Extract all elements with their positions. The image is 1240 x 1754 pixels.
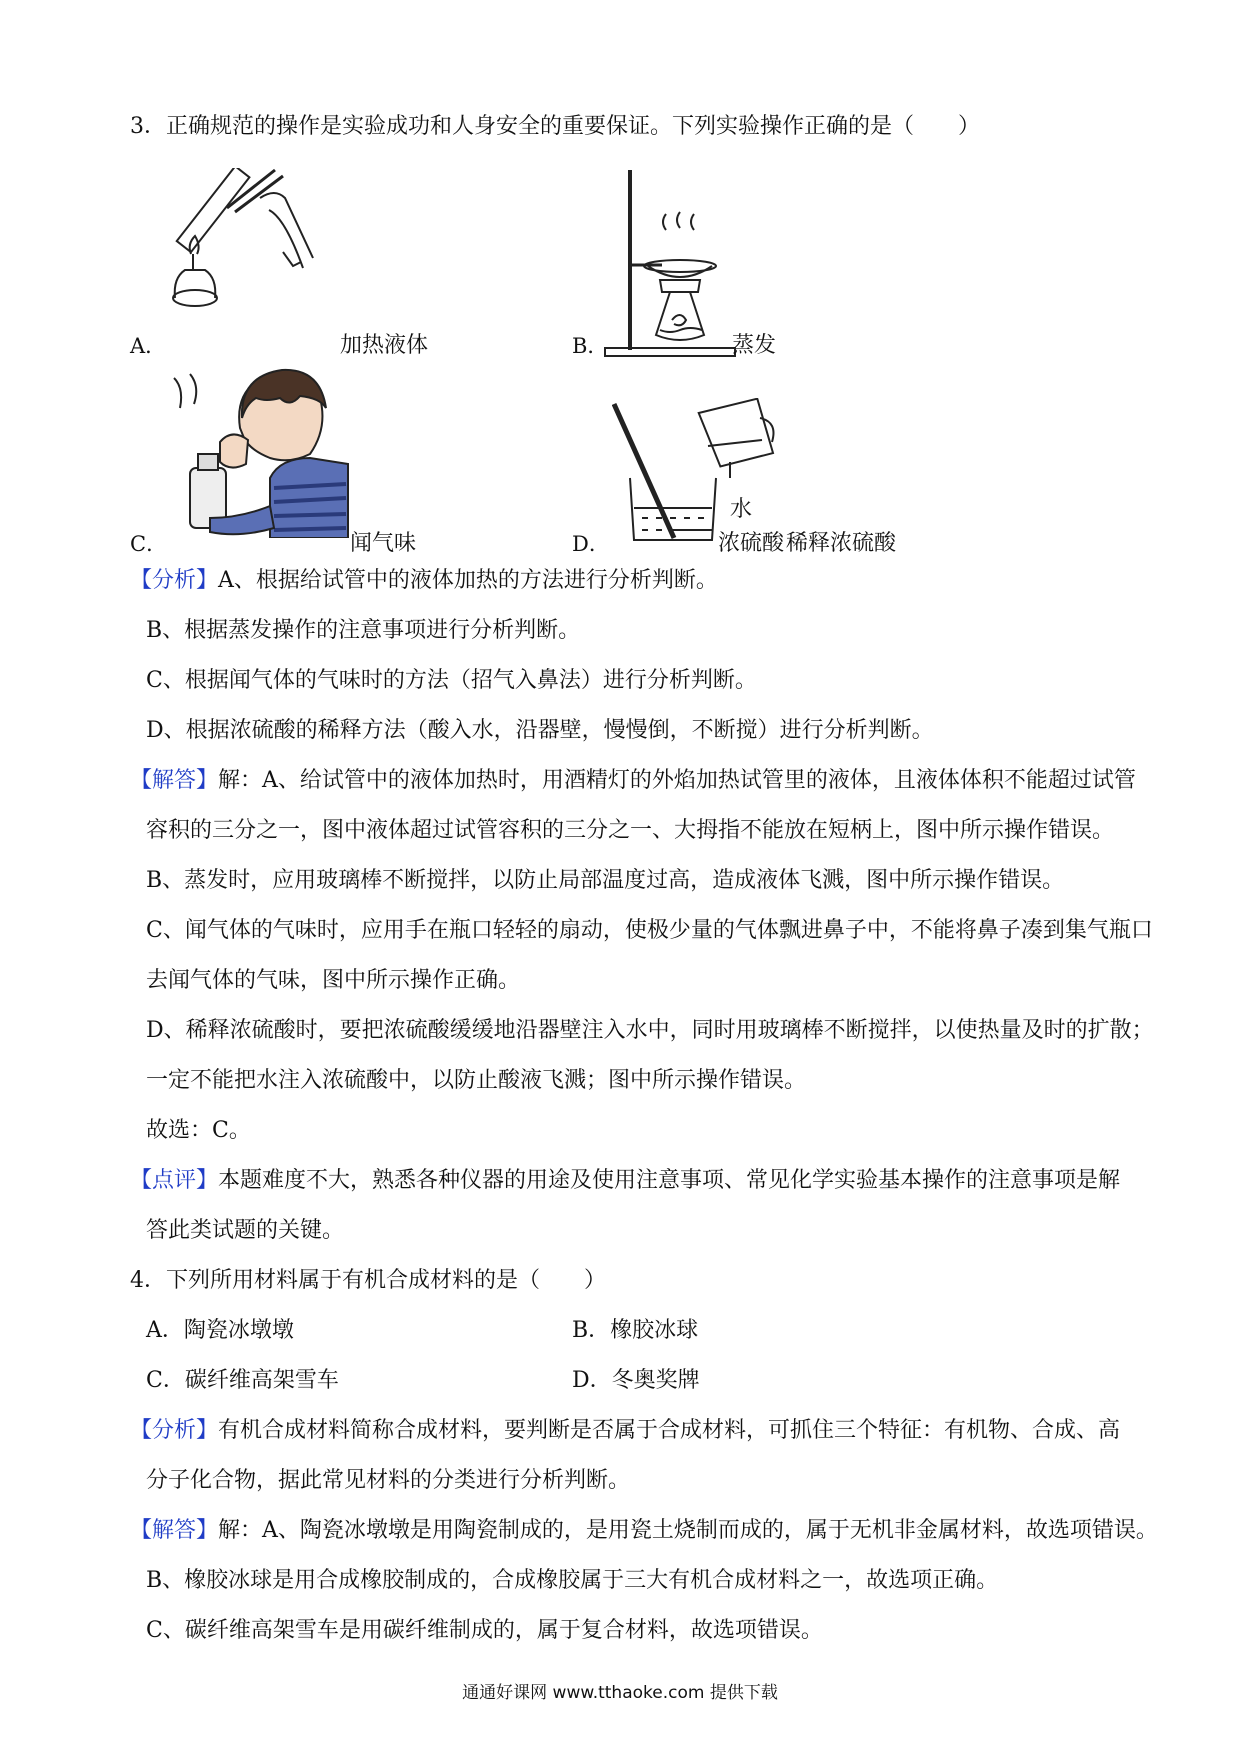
q4-option-b: B．橡胶冰球	[572, 1318, 699, 1343]
figure-d-water-label: 水	[730, 497, 753, 522]
q4-analysis-tag: 【分析】	[130, 1418, 219, 1443]
q3-comment-tag: 【点评】	[130, 1168, 219, 1193]
q3-answer-line: 去闻气体的气味，图中所示操作正确。	[146, 968, 521, 993]
page-footer: 通通好课网 www.tthaoke.com 提供下载	[462, 1683, 778, 1703]
q4-answer-tag: 【解答】	[130, 1518, 219, 1543]
figure-smelling	[170, 368, 350, 538]
option-d-letter: D．	[572, 532, 610, 556]
q4-answer-line: 【解答】解：A、陶瓷冰墩墩是用陶瓷制成的，是用瓷土烧制而成的，属于无机非金属材料，故选项错误。	[130, 1518, 1158, 1543]
q4-option-d: D．冬奥奖牌	[572, 1368, 700, 1393]
q3-answer-line: 故选：C。	[146, 1118, 251, 1143]
q3-answer-line: C、闻气体的气味时，应用手在瓶口轻轻的扇动，使极少量的气体飘进鼻子中，不能将鼻子凑到集气瓶口	[146, 918, 1153, 943]
q3-answer-line: 一定不能把水注入浓硫酸中，以防止酸液飞溅；图中所示操作错误。	[146, 1068, 807, 1093]
q3-answer-line: B、蒸发时，应用玻璃棒不断搅拌，以防止局部温度过高，造成液体飞溅，图中所示操作错误。	[146, 868, 1065, 893]
q3-analysis-line-d: D、根据浓硫酸的稀释方法（酸入水，沿器壁，慢慢倒，不断搅）进行分析判断。	[146, 718, 934, 743]
q4-stem: 4．下列所用材料属于有机合成材料的是（ ）	[130, 1268, 606, 1293]
q3-analysis-line-b: B、根据蒸发操作的注意事项进行分析判断。	[146, 618, 581, 643]
option-c-letter: C．	[130, 532, 168, 556]
q3-answer-line: 容积的三分之一，图中液体超过试管容积的三分之一、大拇指不能放在短柄上，图中所示操作错误。	[146, 818, 1115, 843]
option-b-caption: 蒸发	[732, 333, 777, 358]
q3-answer-line: D、稀释浓硫酸时，要把浓硫酸缓缓地沿器壁注入水中，同时用玻璃棒不断搅拌，以使热量及时的扩散；	[146, 1018, 1154, 1043]
option-a-caption: 加热液体	[340, 333, 429, 358]
q3-comment-line: 答此类试题的关键。	[146, 1218, 345, 1243]
q3-stem: 3．正确规范的操作是实验成功和人身安全的重要保证。下列实验操作正确的是（ ）	[130, 114, 980, 139]
option-c-caption: 闻气味	[350, 531, 417, 556]
q3-answer-line: 【解答】解：A、给试管中的液体加热时，用酒精灯的外焰加热试管里的液体，且液体体积不能超过试管	[130, 768, 1136, 793]
q3-answer-tag: 【解答】	[130, 768, 219, 793]
q4-answer-line: C、碳纤维高架雪车是用碳纤维制成的，属于复合材料，故选项错误。	[146, 1618, 823, 1643]
q3-analysis-line-c: C、根据闻气体的气味时的方法（招气入鼻法）进行分析判断。	[146, 668, 757, 693]
q4-answer-line: B、橡胶冰球是用合成橡胶制成的，合成橡胶属于三大有机合成材料之一，故选项正确。	[146, 1568, 999, 1593]
q3-analysis-tag: 【分析】	[130, 568, 219, 593]
option-b-letter: B．	[572, 334, 609, 358]
q4-option-c: C．碳纤维高架雪车	[146, 1368, 339, 1393]
figure-evaporation	[600, 170, 740, 360]
q3-analysis-line-a: 【分析】A、根据给试管中的液体加热的方法进行分析判断。	[130, 568, 718, 593]
figure-d-acid-label: 浓硫酸	[718, 531, 785, 556]
q4-analysis-line: 分子化合物，据此常见材料的分类进行分析判断。	[146, 1468, 631, 1493]
option-a-letter: A．	[130, 334, 167, 358]
option-d-caption: 稀释浓硫酸	[786, 531, 897, 556]
q3-comment-line: 【点评】本题难度不大，熟悉各种仪器的用途及使用注意事项、常见化学实验基本操作的注意事项是解	[130, 1168, 1121, 1193]
q4-option-a: A．陶瓷冰墩墩	[146, 1318, 294, 1343]
q4-analysis-line: 【分析】有机合成材料简称合成材料，要判断是否属于合成材料，可抓住三个特征：有机物、合成、高	[130, 1418, 1121, 1443]
figure-heating-liquid	[165, 168, 315, 318]
